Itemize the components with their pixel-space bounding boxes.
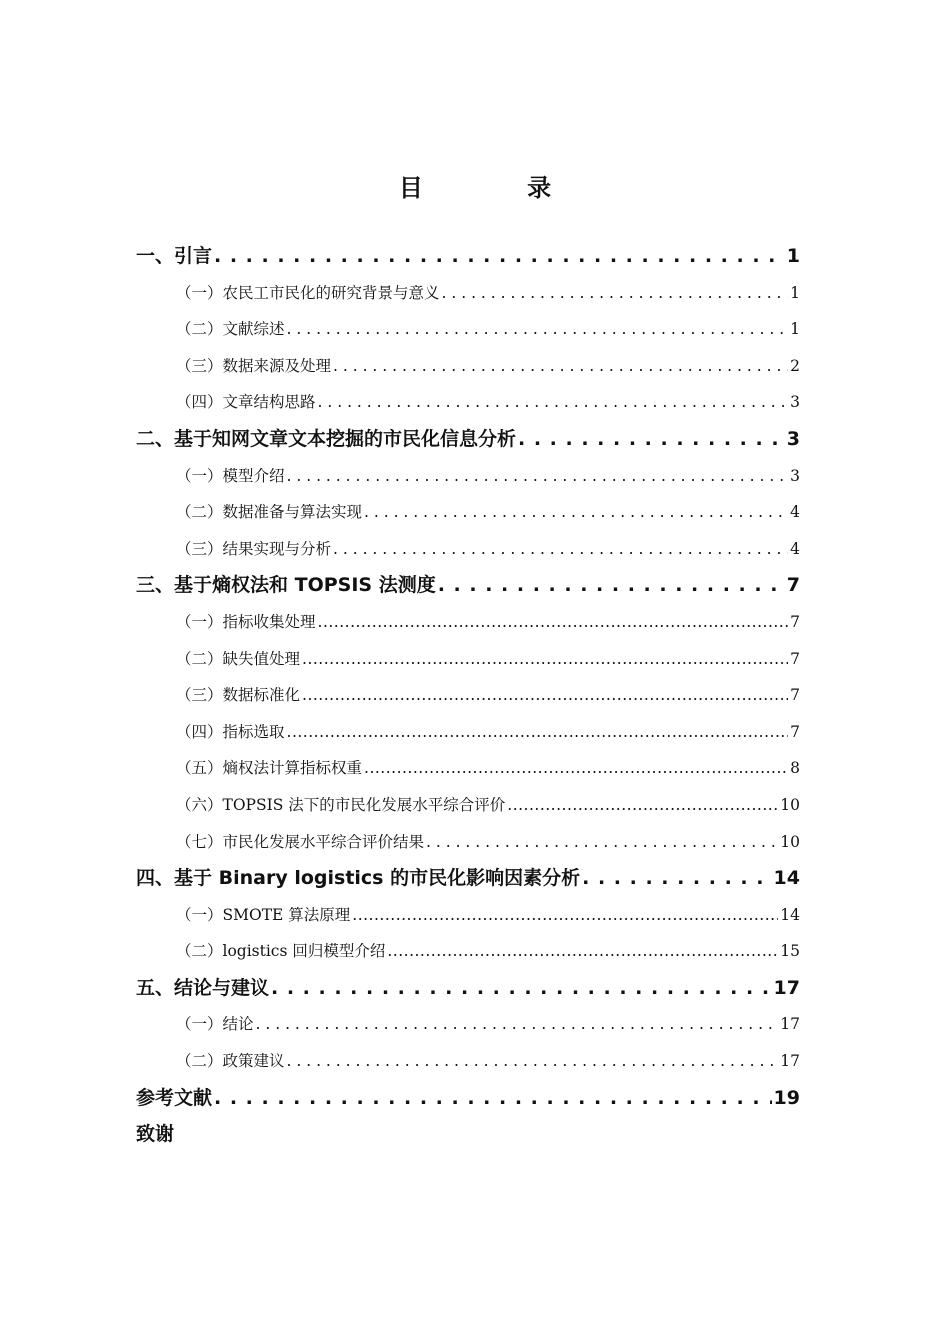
table-of-contents bbox=[136, 238, 800, 1153]
dot-leader bbox=[256, 1006, 779, 1043]
toc-entry-label: （一）农民工市民化的研究背景与意义 bbox=[176, 283, 440, 302]
toc-entry-label: （四）文章结构思路 bbox=[176, 393, 316, 412]
dot-leader bbox=[582, 860, 771, 897]
toc-page-number: 1 bbox=[786, 245, 800, 267]
toc-chapter-entry[interactable] bbox=[136, 238, 800, 275]
toc-page-number: 14 bbox=[780, 905, 800, 924]
dot-leader bbox=[214, 238, 785, 275]
toc-section-entry[interactable] bbox=[136, 275, 800, 312]
toc-entry-label: （三）数据标准化 bbox=[176, 686, 301, 705]
toc-section-entry[interactable] bbox=[136, 714, 800, 751]
dot-leader bbox=[333, 348, 788, 385]
toc-page-number: 3 bbox=[790, 466, 800, 485]
dot-leader bbox=[287, 714, 789, 751]
toc-entry-label: （一）指标收集处理 bbox=[176, 612, 316, 631]
dot-leader bbox=[287, 1043, 779, 1080]
toc-page-number: 7 bbox=[790, 612, 800, 631]
dot-leader bbox=[364, 494, 788, 531]
toc-page-number: 7 bbox=[790, 686, 800, 705]
dot-leader bbox=[214, 1080, 772, 1117]
toc-entry-label: 致谢 bbox=[136, 1123, 175, 1146]
toc-page-number: 19 bbox=[773, 1086, 800, 1109]
toc-entry-label: （二）数据准备与算法实现 bbox=[176, 503, 363, 522]
toc-section-entry[interactable] bbox=[136, 1006, 800, 1043]
toc-section-entry[interactable] bbox=[136, 384, 800, 421]
toc-page-number: 3 bbox=[786, 427, 800, 450]
toc-section-entry[interactable] bbox=[136, 1043, 800, 1080]
dot-leader bbox=[318, 604, 789, 641]
dot-leader bbox=[442, 275, 789, 312]
toc-chapter-entry[interactable] bbox=[136, 421, 800, 458]
toc-page-number: 4 bbox=[790, 539, 800, 558]
dot-leader bbox=[426, 824, 778, 861]
toc-entry-label: （七）市民化发展水平综合评价结果 bbox=[176, 832, 425, 851]
toc-entry-label: （一）结论 bbox=[176, 1015, 254, 1034]
toc-section-entry[interactable] bbox=[136, 641, 800, 678]
dot-leader bbox=[302, 677, 788, 714]
toc-page-number: 1 bbox=[790, 320, 800, 339]
toc-section-entry[interactable] bbox=[136, 494, 800, 531]
dot-leader bbox=[287, 458, 789, 495]
toc-chapter-entry[interactable] bbox=[136, 970, 800, 1007]
dot-leader bbox=[302, 641, 788, 678]
page-title: 目 录 bbox=[398, 174, 600, 202]
toc-entry-label: （四）指标选取 bbox=[176, 722, 285, 741]
toc-section-entry[interactable] bbox=[136, 897, 800, 934]
toc-page-number: 17 bbox=[773, 976, 800, 999]
toc-page-number: 14 bbox=[773, 867, 800, 890]
toc-section-entry[interactable] bbox=[136, 348, 800, 385]
toc-section-entry[interactable] bbox=[136, 787, 800, 824]
toc-entry-label: （六）TOPSIS 法下的市民化发展水平综合评价 bbox=[176, 795, 506, 814]
dot-leader bbox=[507, 787, 778, 824]
dot-leader bbox=[271, 970, 772, 1007]
dot-leader bbox=[287, 311, 789, 348]
toc-entry-label: 参考文献 bbox=[136, 1086, 213, 1109]
toc-entry-label: 三、基于熵权法和 TOPSIS 法测度 bbox=[136, 574, 436, 597]
toc-page-number: 2 bbox=[790, 356, 800, 375]
toc-section-entry[interactable] bbox=[136, 933, 800, 970]
toc-entry-label: （二）logistics 回归模型介绍 bbox=[176, 942, 386, 961]
toc-entry-label: （三）结果实现与分析 bbox=[176, 539, 332, 558]
toc-entry-label: （二）政策建议 bbox=[176, 1052, 285, 1071]
toc-chapter-entry[interactable] bbox=[136, 860, 800, 897]
toc-entry-label: （二）文献综述 bbox=[176, 320, 285, 339]
toc-entry-label: （一）模型介绍 bbox=[176, 466, 285, 485]
toc-section-entry[interactable] bbox=[136, 311, 800, 348]
toc-entry-label: 四、基于 Binary logistics 的市民化影响因素分析 bbox=[136, 867, 581, 890]
toc-section-entry[interactable] bbox=[136, 604, 800, 641]
toc-entry-label: （三）数据来源及处理 bbox=[176, 356, 332, 375]
toc-entry-label: （五）熵权法计算指标权重 bbox=[176, 759, 363, 778]
dot-leader bbox=[438, 567, 785, 604]
toc-page-number: 7 bbox=[790, 722, 800, 741]
toc-chapter-entry[interactable] bbox=[136, 1080, 800, 1117]
toc-page-number: 10 bbox=[780, 832, 800, 851]
dot-leader bbox=[387, 933, 778, 970]
dot-leader bbox=[364, 750, 788, 787]
dot-leader bbox=[318, 384, 789, 421]
dot-leader bbox=[518, 421, 785, 458]
toc-page-number: 10 bbox=[780, 795, 800, 814]
toc-entry-label: （二）缺失值处理 bbox=[176, 649, 301, 668]
toc-entry-label: （一）SMOTE 算法原理 bbox=[176, 905, 351, 924]
toc-page-number: 17 bbox=[780, 1052, 800, 1071]
toc-page-number: 17 bbox=[780, 1015, 800, 1034]
toc-chapter-entry[interactable] bbox=[136, 1116, 800, 1153]
toc-page-number: 7 bbox=[786, 574, 800, 597]
toc-section-entry[interactable] bbox=[136, 824, 800, 861]
toc-entry-label: 二、基于知网文章文本挖掘的市民化信息分析 bbox=[136, 427, 517, 450]
toc-page-number: 1 bbox=[790, 283, 800, 302]
toc-page-number: 7 bbox=[790, 649, 800, 668]
dot-leader bbox=[333, 531, 788, 568]
toc-section-entry[interactable] bbox=[136, 750, 800, 787]
toc-page-number: 8 bbox=[790, 759, 800, 778]
toc-page-number: 15 bbox=[780, 942, 800, 961]
toc-page-number: 3 bbox=[790, 393, 800, 412]
toc-page-number: 4 bbox=[790, 503, 800, 522]
toc-chapter-entry[interactable] bbox=[136, 567, 800, 604]
toc-section-entry[interactable] bbox=[136, 458, 800, 495]
toc-section-entry[interactable] bbox=[136, 677, 800, 714]
toc-section-entry[interactable] bbox=[136, 531, 800, 568]
toc-entry-label: 五、结论与建议 bbox=[136, 976, 270, 999]
toc-entry-label: 一、引言 bbox=[136, 245, 213, 267]
dot-leader bbox=[352, 897, 778, 934]
